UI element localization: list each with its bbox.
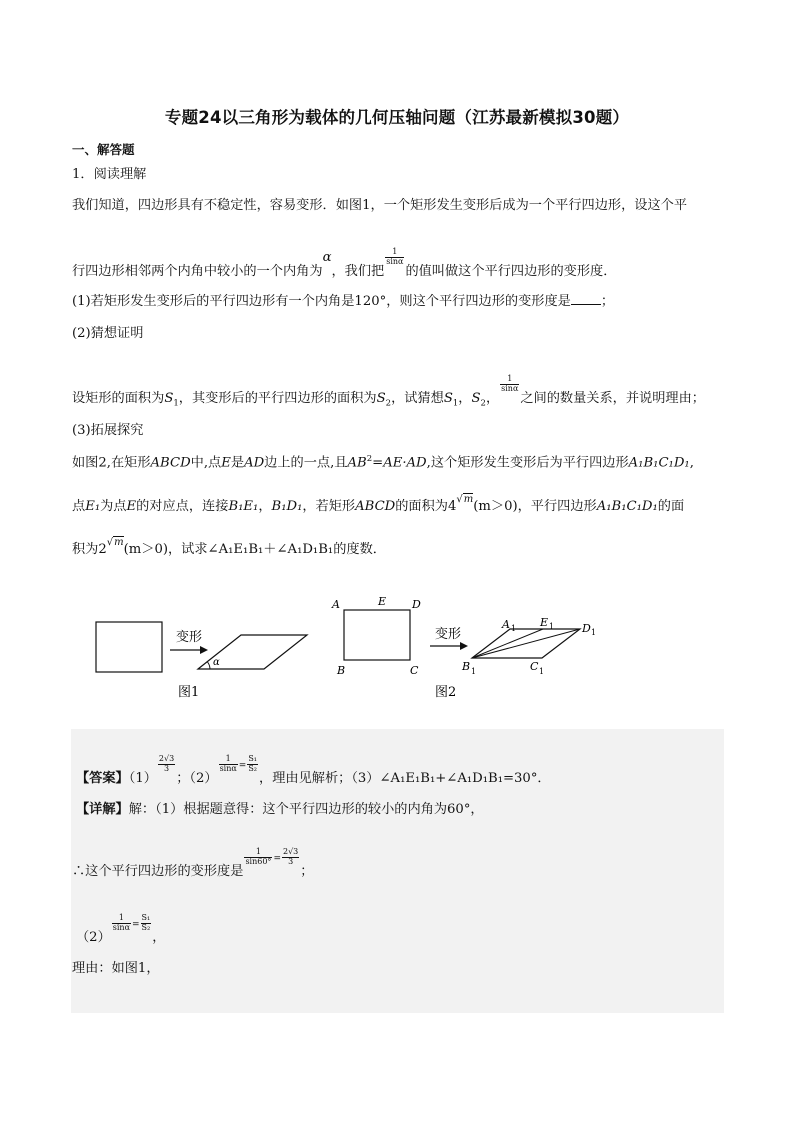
- point-E1: E: [540, 616, 549, 629]
- question-2-heading: (2)猜想证明: [72, 326, 144, 341]
- question-3-line2: 点E₁为点E的对应点，连接B₁E₁，B₁D₁，若矩形ABCD的面积为$4^{√m}(m>0)$，平行四边形A₁B₁C₁D₁的面: [72, 494, 685, 514]
- point-C: C: [410, 664, 419, 677]
- svg-text:1: 1: [539, 667, 545, 676]
- fig1-alpha: α: [213, 657, 220, 668]
- question-3-line3: 积为$2^{√m}(m>0)$，试求∠A₁E₁B₁＋∠A₁D₁B₁的度数．: [72, 537, 386, 557]
- deformation-fraction: $\frac{1}{\sin\alpha}$: [386, 247, 404, 266]
- svg-text:1: 1: [549, 622, 555, 631]
- segment-B1D1: [472, 629, 580, 658]
- svg-text:1: 1: [471, 667, 477, 676]
- alpha-symbol: α: [322, 249, 332, 265]
- problem-intro-line2: 行四边形相邻两个内角中较小的一个内角为α，我们把 $\frac{1}{\sin\alpha}$ 的值叫做这个平行四边形的变形度．: [72, 247, 617, 279]
- fig2-caption: 图2: [435, 685, 457, 700]
- answer-blank: [571, 294, 601, 305]
- fig2-rectangle: [344, 610, 410, 660]
- detail-line2: ∴这个平行四边形的变形度是 $\frac{1}{\sin 60^\circ}$ = $\frac{2√3}{3}$ ；: [72, 847, 314, 879]
- fig2-deform-label: 变形: [435, 627, 462, 642]
- point-C1: C: [530, 660, 539, 673]
- section-heading: 一、解答题: [72, 142, 135, 157]
- svg-text:1: 1: [511, 624, 517, 633]
- question-1: (1)若矩形发生变形后的平行四边形有一个内角是120°，则这个平行四边形的变形度是 ；: [72, 294, 615, 309]
- fig1-rectangle: [96, 622, 162, 672]
- problem-number: 1．阅读理解: [72, 167, 147, 182]
- sqrt-m: √m: [456, 494, 474, 505]
- detail-line3: （2） $\frac{1}{\sin\alpha}$ = $\frac{\text{S₁}}{\text{S₂}}$ ，: [76, 913, 166, 945]
- fig1-deform-label: 变形: [176, 630, 203, 645]
- fig1-caption: 图1: [178, 685, 200, 700]
- fig1-arrow-head: [200, 646, 208, 654]
- page-title: 专题24以三角形为载体的几何压轴问题（江苏最新模拟30题）: [164, 108, 630, 127]
- question-3-line1: 如图2,在矩形ABCD中,点E是AD边上的一点,且$AB^2=AE\cdot AD$,这个矩形发生变形后为平行四边形A₁B₁C₁D₁,: [72, 454, 694, 471]
- detail-line4: 理由：如图1，: [72, 961, 160, 976]
- question-2-text: 设矩形的面积为$S_1$，其变形后的平行四边形的面积为$S_2$，试猜想$S_1$，$S_2$， $\frac{1}{\sin\alpha}$ 之间的数量关系，并说明理由；: [72, 374, 705, 409]
- point-B: B: [337, 664, 346, 677]
- point-E: E: [378, 595, 387, 608]
- segment-B1E1: [472, 629, 543, 658]
- svg-text:1: 1: [591, 628, 597, 637]
- detail-line1: 【详解】解：（1）根据题意得：这个平行四边形的较小的内角为60°，: [76, 802, 484, 817]
- point-D1: D: [582, 622, 591, 635]
- point-D: D: [412, 598, 421, 611]
- fig1-angle-arc: [208, 662, 211, 669]
- point-A: A: [332, 598, 340, 611]
- figures: [90, 590, 620, 705]
- fig2-arrow-head: [460, 642, 468, 650]
- point-A1: A: [502, 618, 510, 631]
- point-B1: B: [462, 660, 471, 673]
- question-3-heading: (3)拓展探究: [72, 423, 144, 438]
- problem-intro-line1: 我们知道，四边形具有不稳定性，容易变形．如图1，一个矩形发生变形后成为一个平行四边形，设这个平: [72, 198, 688, 213]
- answer-line: 【答案】（1） $\frac{2√3}{3}$ ；（2） $\frac{1}{\sin\alpha}$ = $\frac{\text{S₁}}{\text{S₂}}$ ，理由见解析；（3）∠A₁E₁B₁+∠A₁D₁B₁=30°．: [76, 754, 551, 786]
